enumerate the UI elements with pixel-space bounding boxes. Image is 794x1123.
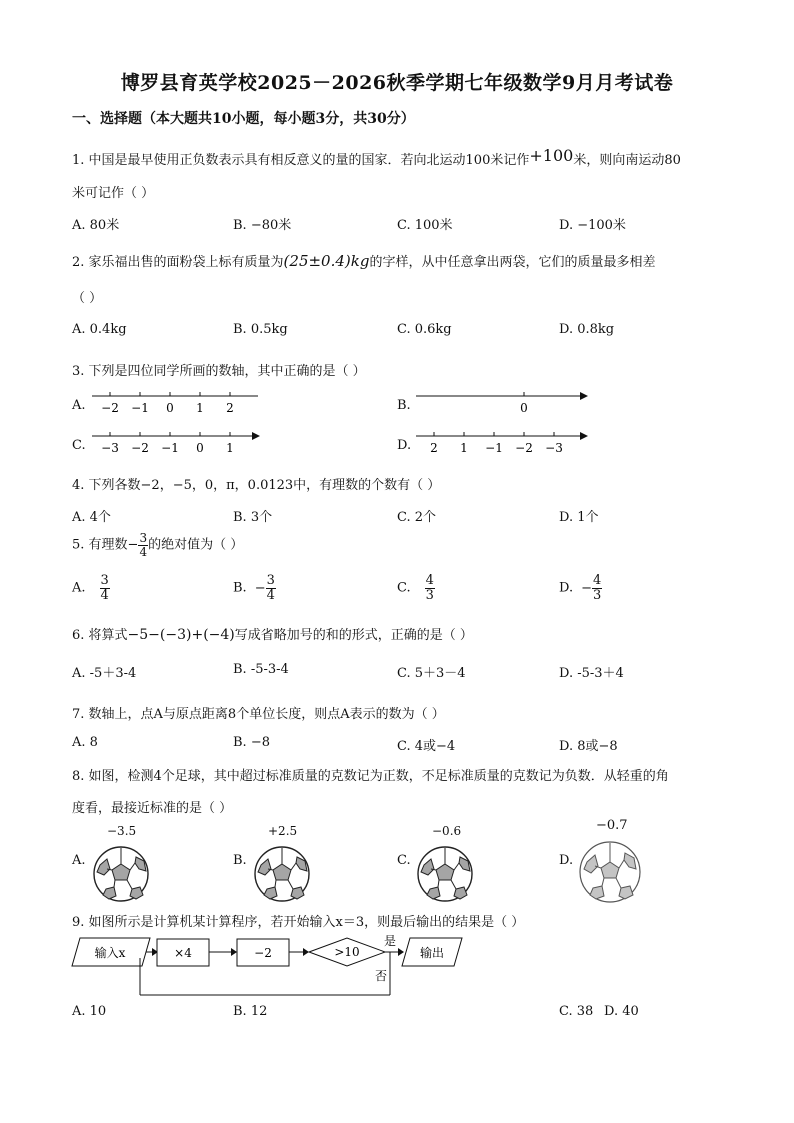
- q2-option-b[interactable]: B. 0.5kg: [233, 322, 288, 337]
- ball-c-value: −0.6: [432, 824, 462, 838]
- ball-b-value: +2.5: [268, 824, 298, 838]
- soccer-ball-icon: [92, 845, 150, 903]
- q5-option-d[interactable]: D. − $\frac{4}{3}$: [559, 573, 602, 603]
- tick-label: 1: [196, 401, 204, 415]
- q1-option-a[interactable]: A. 80米: [72, 218, 120, 233]
- q6-expr: −5−(−3)+(−4): [127, 627, 235, 643]
- fraction: $\frac{3}{4}$: [100, 573, 109, 603]
- soccer-ball-icon: [416, 845, 474, 903]
- question-8-line-2: 度看，最接近标准的是（ ）: [72, 801, 233, 816]
- q6-option-a[interactable]: A. -5＋3-4: [72, 666, 137, 681]
- q5-option-a[interactable]: A. $\frac{3}{4}$: [72, 573, 109, 603]
- q3-option-b[interactable]: B.: [397, 398, 411, 413]
- question-7: 7. 数轴上，点A与原点距离8个单位长度，则点A表示的数为（ ）: [72, 707, 445, 722]
- q3-option-d[interactable]: D.: [397, 438, 412, 453]
- tick-label: −3: [101, 441, 119, 455]
- flow-step-2: −2: [254, 946, 272, 960]
- ball-d-value: −0.7: [596, 818, 628, 833]
- question-4: 4. 下列各数−2，−5，0，π，0.0123中，有理数的个数有（ ）: [72, 478, 441, 493]
- q2-expr: (25±0.4)kg: [283, 252, 370, 270]
- tick-label: −2: [131, 441, 149, 455]
- q1-option-b[interactable]: B. −80米: [233, 218, 292, 233]
- q5-option-b[interactable]: B. − $\frac{3}{4}$: [233, 573, 275, 603]
- q7-option-d[interactable]: D. 8或−8: [559, 739, 618, 754]
- tick-label: 2: [430, 441, 438, 455]
- question-1-line-1: 1. 中国是最早使用正负数表示具有相反意义的量的国家．若向北运动100米记作+100米，则向南运动80: [72, 146, 681, 168]
- soccer-ball-icon: [578, 840, 642, 904]
- q6-option-d[interactable]: D. -5-3＋4: [559, 666, 624, 681]
- q4-option-b[interactable]: B. 3个: [233, 510, 273, 525]
- q5-option-c[interactable]: C. $\frac{4}{3}$: [397, 573, 434, 603]
- tick-label: −2: [515, 441, 533, 455]
- q1-value: +100: [529, 146, 574, 165]
- tick-label: 2: [226, 401, 234, 415]
- q1-option-d[interactable]: D. −100米: [559, 218, 626, 233]
- q7-option-b[interactable]: B. −8: [233, 735, 270, 750]
- flow-no: 否: [374, 969, 388, 983]
- q3-option-c[interactable]: C.: [72, 438, 86, 453]
- q2-option-a[interactable]: A. 0.4kg: [72, 322, 127, 337]
- fraction: $\frac{4}{3}$: [425, 573, 434, 603]
- number-line-a: [90, 388, 260, 418]
- q9-option-c[interactable]: C. 38: [559, 1004, 594, 1019]
- flow-step-1: ×4: [174, 946, 192, 960]
- q1-option-c[interactable]: C. 100米: [397, 218, 453, 233]
- question-8-line-1: 8. 如图，检测4个足球，其中超过标准质量的克数记为正数，不足标准质量的克数记为负数．从轻重的角: [72, 769, 669, 784]
- q2-option-c[interactable]: C. 0.6kg: [397, 322, 452, 337]
- tick-label: 1: [460, 441, 468, 455]
- tick-label: −1: [131, 401, 149, 415]
- question-9: 9. 如图所示是计算机某计算程序，若开始输入x＝3，则最后输出的结果是（ ）: [72, 915, 525, 930]
- tick-label: 0: [166, 401, 174, 415]
- question-5: 5. 有理数− $\frac{3}{4}$ 的绝对值为（ ）: [72, 531, 244, 559]
- q9-option-a[interactable]: A. 10: [72, 1004, 107, 1019]
- tick-label: −2: [101, 401, 119, 415]
- ball-a-value: −3.5: [107, 824, 137, 838]
- fraction: $\frac{3}{4}$: [139, 531, 148, 559]
- flow-condition: >10: [334, 945, 360, 959]
- q2-option-d[interactable]: D. 0.8kg: [559, 322, 615, 337]
- question-3: 3. 下列是四位同学所画的数轴，其中正确的是（ ）: [72, 364, 366, 379]
- q9-option-d[interactable]: D. 40: [604, 1004, 639, 1019]
- tick-label: −3: [545, 441, 563, 455]
- q7-option-a[interactable]: A. 8: [72, 735, 98, 750]
- q6-option-c[interactable]: C. 5＋3－4: [397, 666, 466, 681]
- q8-option-d[interactable]: D.: [559, 853, 574, 868]
- question-6: 6. 将算式−5−(−3)+(−4)写成省略加号的和的形式，正确的是（ ）: [72, 627, 473, 643]
- number-line-b: [414, 388, 589, 418]
- question-2-line-2: （ ）: [72, 291, 103, 306]
- tick-label: −1: [161, 441, 179, 455]
- flow-yes: 是: [383, 934, 397, 948]
- tick-label: 0: [196, 441, 204, 455]
- q8-option-c[interactable]: C.: [397, 853, 411, 868]
- number-line-d: [414, 428, 589, 458]
- tick-label: 1: [226, 441, 234, 455]
- question-1-line-2: 米可记作（ ）: [72, 186, 155, 201]
- fraction: $\frac{3}{4}$: [266, 573, 275, 603]
- flow-output: 输出: [419, 946, 445, 960]
- q9-option-b[interactable]: B. 12: [233, 1004, 268, 1019]
- flowchart: [68, 932, 468, 1002]
- flow-input: 输入x: [94, 946, 126, 960]
- q4-option-a[interactable]: A. 4个: [72, 510, 111, 525]
- soccer-ball-icon: [253, 845, 311, 903]
- q4-option-c[interactable]: C. 2个: [397, 510, 437, 525]
- tick-label: −1: [485, 441, 503, 455]
- q7-option-c[interactable]: C. 4或−4: [397, 739, 456, 754]
- q4-option-d[interactable]: D. 1个: [559, 510, 599, 525]
- section-heading: 一、选择题（本大题共10小题，每小题3分，共30分）: [72, 111, 415, 127]
- q6-option-b[interactable]: B. -5-3-4: [233, 662, 289, 677]
- q8-option-b[interactable]: B.: [233, 853, 247, 868]
- q3-option-a[interactable]: A.: [72, 398, 86, 413]
- tick-label: 0: [520, 401, 528, 415]
- fraction: $\frac{4}{3}$: [593, 573, 602, 603]
- question-2-line-1: 2. 家乐福出售的面粉袋上标有质量为(25±0.4)kg的字样，从中任意拿出两袋，它们的质量最多相差: [72, 252, 656, 270]
- q8-option-a[interactable]: A.: [72, 853, 86, 868]
- number-line-c: [90, 428, 265, 458]
- page-title: 博罗县育英学校2025－2026秋季学期七年级数学9月月考试卷: [120, 72, 674, 94]
